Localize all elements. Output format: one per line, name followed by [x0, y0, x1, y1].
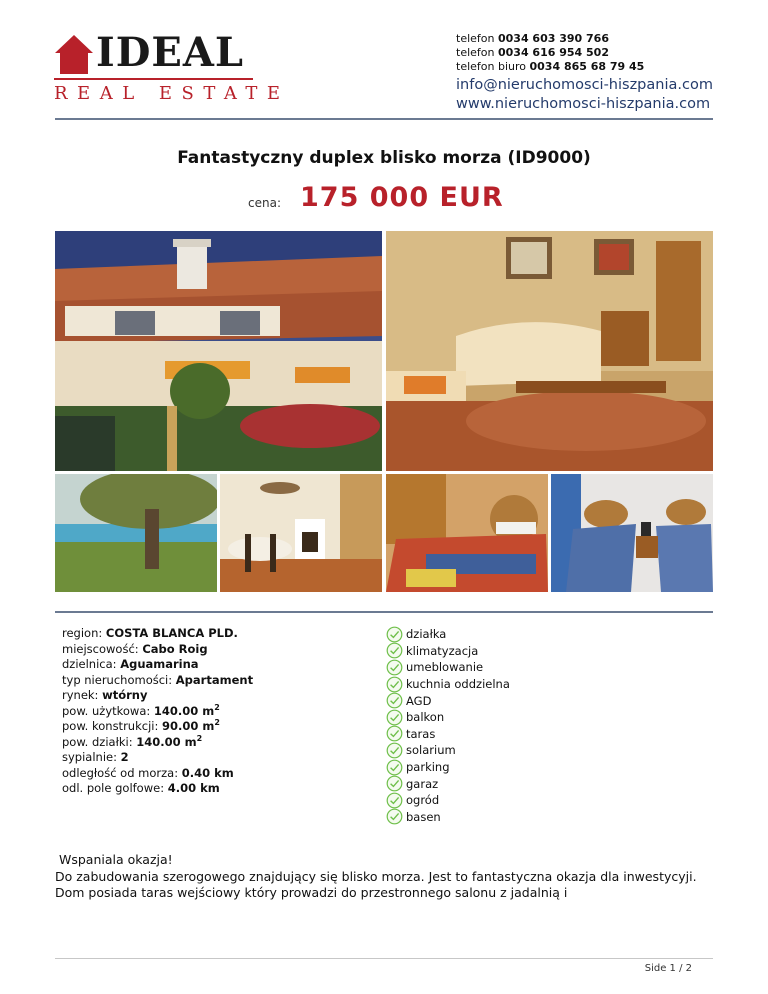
office-phone-line: telefon biuro 0034 865 68 79 45: [456, 60, 645, 73]
contact-block: [456, 32, 713, 114]
feature-item: AGD: [386, 692, 510, 709]
price-label: cena:: [248, 196, 281, 210]
check-circle-icon: [386, 725, 403, 742]
listing-price: 175 000 EUR: [300, 182, 504, 213]
feature-item: kuchnia oddzielna: [386, 676, 510, 693]
check-circle-icon: [386, 676, 403, 693]
detail-market: rynek: wtórny: [62, 688, 148, 702]
photo-dining-room[interactable]: [220, 474, 382, 592]
header-divider: [55, 118, 713, 120]
description-heading: Wspaniala okazja!: [59, 852, 173, 867]
detail-build-area: pow. konstrukcji: 90.00 $m^2$: [62, 718, 220, 733]
photo-bedroom-twin[interactable]: [551, 474, 713, 592]
website-link[interactable]: www.nieruchomosci-hiszpania.com: [456, 96, 711, 112]
detail-district: dzielnica: Aguamarina: [62, 657, 199, 671]
logo-subtitle: REAL ESTATE: [54, 83, 290, 104]
feature-list: [386, 626, 510, 825]
phone2-line: telefon 0034 616 954 502: [456, 46, 609, 59]
check-circle-icon: [386, 709, 403, 726]
detail-bedrooms: sypialnie: 2: [62, 750, 129, 764]
check-circle-icon: [386, 626, 403, 643]
detail-golf-distance: odl. pole golfowe: 4.00 km: [62, 781, 220, 795]
feature-item: taras: [386, 726, 510, 743]
detail-sea-distance: odległość od morza: 0.40 km: [62, 765, 234, 780]
email-link[interactable]: info@nieruchomosci-hiszpania.com: [456, 77, 713, 93]
office-phone-number[interactable]: 0034 865 68 79 45: [529, 60, 645, 73]
phone-line: telefon 0034 603 390 766: [456, 32, 609, 45]
feature-item: działka: [386, 626, 510, 643]
detail-plot-area: pow. działki: 140.00 $m^2$: [62, 733, 203, 749]
feature-item: klimatyzacja: [386, 643, 510, 660]
check-circle-icon: [386, 692, 403, 709]
feature-item: garaz: [386, 775, 510, 792]
logo-underline: [54, 78, 253, 80]
property-details: [62, 626, 253, 797]
feature-item: ogród: [386, 792, 510, 809]
listing-description: [55, 852, 715, 902]
footer-divider: [55, 958, 713, 959]
feature-item: parking: [386, 759, 510, 776]
detail-region: region: COSTA BLANCA PLD.: [62, 626, 238, 640]
feature-item: solarium: [386, 742, 510, 759]
check-circle-icon: [386, 742, 403, 759]
photo-exterior[interactable]: [55, 231, 382, 471]
check-circle-icon: [386, 759, 403, 776]
feature-item: basen: [386, 809, 510, 826]
check-circle-icon: [386, 642, 403, 659]
page-number: Side 1 / 2: [644, 963, 692, 974]
logo-wordmark: IDEAL: [96, 29, 245, 76]
house-logo-icon: [54, 33, 94, 75]
listing-title: Fantastyczny duplex blisko morza (ID9000): [177, 148, 591, 168]
phone2-number[interactable]: 0034 616 954 502: [497, 46, 609, 59]
photo-garden-pool[interactable]: [55, 474, 217, 592]
feature-item: balkon: [386, 709, 510, 726]
photo-bedroom-double[interactable]: [386, 474, 548, 592]
company-logo: [54, 29, 290, 105]
check-circle-icon: [386, 792, 403, 809]
detail-type: typ nieruchomości: Apartament: [62, 672, 254, 687]
check-circle-icon: [386, 659, 403, 676]
feature-item: umeblowanie: [386, 659, 510, 676]
detail-usable-area: pow. użytkowa: 140.00 $m^2$: [62, 702, 220, 718]
photo-living-room[interactable]: [386, 231, 713, 471]
phone-number[interactable]: 0034 603 390 766: [497, 32, 609, 45]
check-circle-icon: [386, 808, 403, 825]
description-body: Do zabudowania szerogowego znajdujący się blisko morza. Jest to fantastyczna okazja dla inwestycyji. Dom posiada taras wejściowy który prowadzi do przestronnego salonu z jadalnią i: [55, 868, 697, 900]
check-circle-icon: [386, 775, 403, 792]
detail-town: miejscowość: Cabo Roig: [62, 641, 208, 656]
details-divider: [55, 611, 713, 613]
